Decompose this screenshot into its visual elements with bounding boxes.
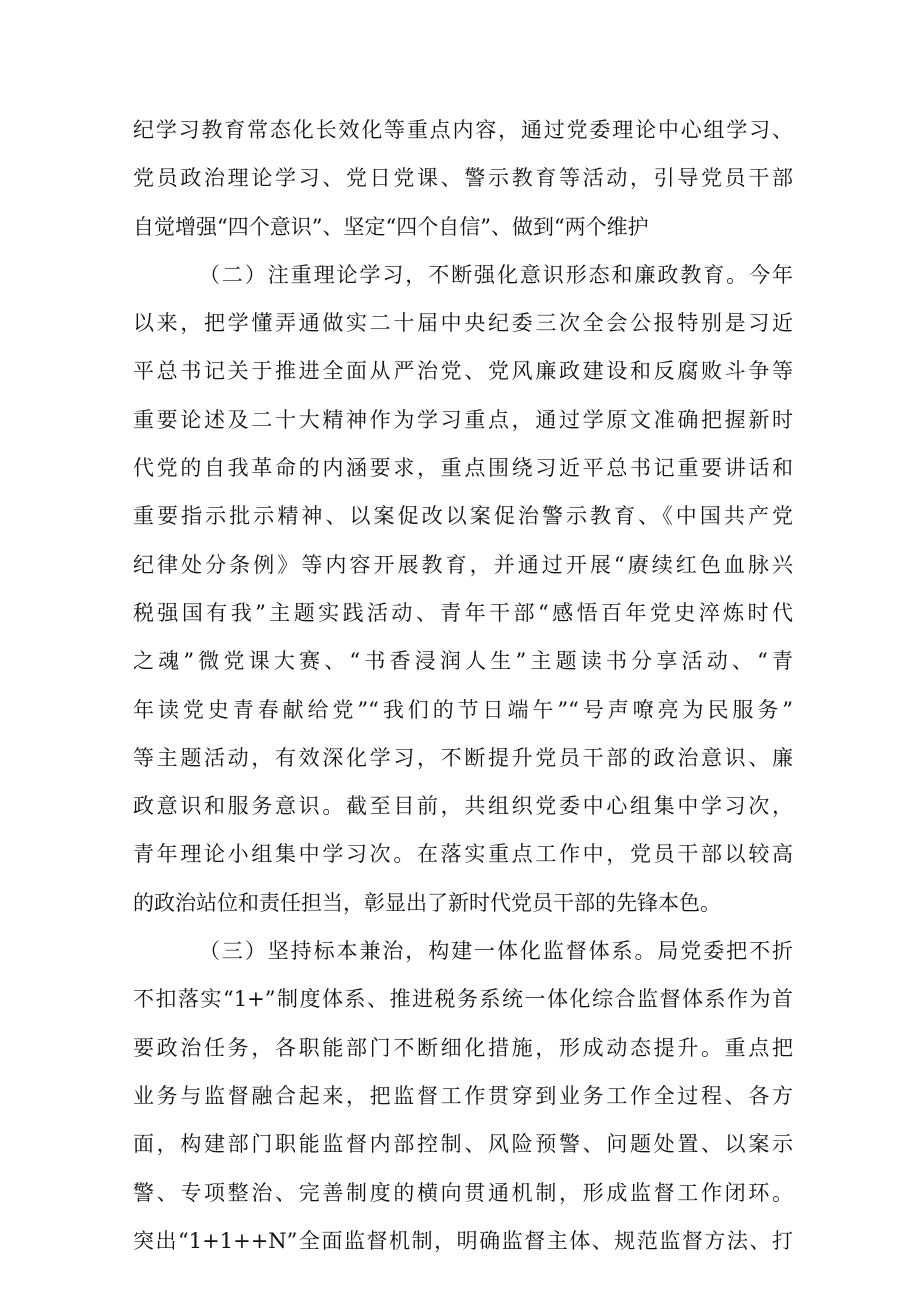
text-line: 重要论述及二十大精神作为学习重点，通过学原文准确把握新时 [133, 407, 793, 432]
text-line: 纪学习教育常态化长效化等重点内容，通过党委理论中心组学习、 [133, 118, 793, 142]
text-line: 年读党史青春献给党”“我们的节日端午”“号声嘹亮为民服务” [133, 697, 793, 722]
text-line: 之魂”微党课大赛、“书香浸润人生”主题读书分享活动、“青 [133, 649, 793, 674]
text-line: 重要指示批示精神、以案促改以案促治警示教育、《中国共产党 [133, 504, 793, 529]
text-line: 要政治任务，各职能部门不断细化措施，形成动态提升。重点把 [133, 1035, 793, 1060]
text-line: 青年理论小组集中学习次。在落实重点工作中，党员干部以较高 [133, 842, 793, 867]
text-line: 自觉增强“四个意识”、坚定“四个自信”、做到“两个维护 [133, 214, 649, 239]
section-heading-line: （三）坚持标本兼治，构建一体化监督体系。局党委把不折 [199, 939, 793, 964]
text-line: 不扣落实“1+”制度体系、推进税务系统一体化综合监督体系作为首 [133, 987, 793, 1012]
text-line: 平总书记关于推进全面从严治党、党风廉政建设和反腐败斗争等 [133, 359, 793, 384]
text-line: 的政治站位和责任担当，彰显出了新时代党员干部的先锋本色。 [133, 890, 721, 915]
text-line: 警、专项整治、完善制度的横向贯通机制，形成监督工作闭环。 [133, 1180, 793, 1205]
text-line: 代党的自我革命的内涵要求，重点围绕习近平总书记重要讲话和 [133, 456, 793, 481]
text-line: 税强国有我”主题实践活动、青年干部“感悟百年党史淬炼时代 [133, 600, 793, 625]
text-line: 突出“1+1++N”全面监督机制，明确监督主体、规范监督方法、打 [133, 1228, 793, 1253]
text-line: 业务与监督融合起来，把监督工作贯穿到业务工作全过程、各方 [133, 1083, 793, 1108]
text-line: 纪律处分条例》等内容开展教育，并通过开展“赓续红色血脉兴 [133, 552, 793, 577]
document-body [133, 106, 793, 1265]
text-line: 以来，把学懂弄通做实二十届中央纪委三次全会公报特别是习近 [133, 311, 793, 336]
text-line: 党员政治理论学习、党日党课、警示教育等活动，引导党员干部 [133, 166, 793, 191]
text-line: 等主题活动，有效深化学习，不断提升党员干部的政治意识、廉 [133, 745, 793, 770]
section-heading-line: （二）注重理论学习，不断强化意识形态和廉政教育。今年 [199, 262, 793, 287]
text-line: 面，构建部门职能监督内部控制、风险预警、问题处置、以案示 [133, 1132, 793, 1157]
text-line: 政意识和服务意识。截至目前，共组织党委中心组集中学习次， [133, 794, 793, 819]
